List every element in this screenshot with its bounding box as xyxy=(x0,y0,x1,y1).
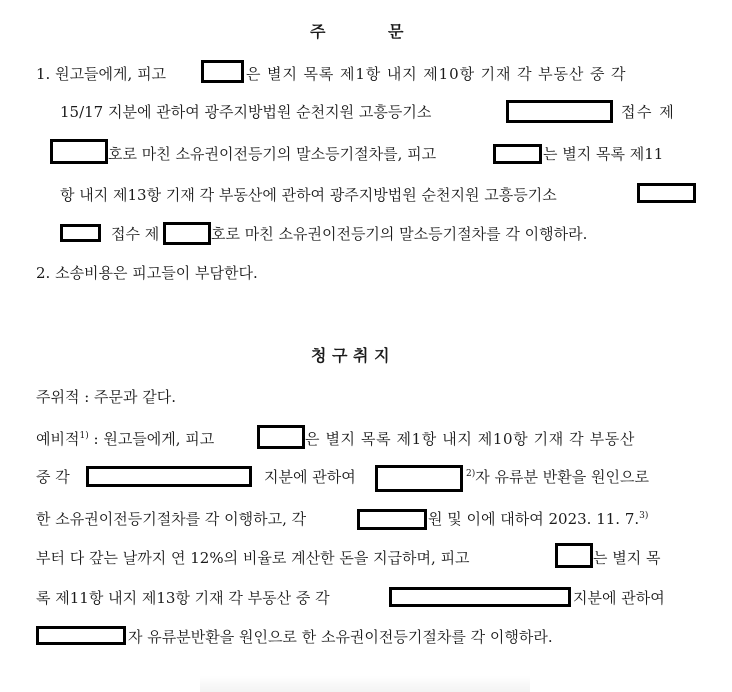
order-item-2: 2. 소송비용은 피고들이 부담한다. xyxy=(36,264,258,282)
claim-heading: 청 구 취 지 xyxy=(311,346,390,365)
redaction-box xyxy=(201,60,244,83)
claim-alt-text-1c: 은 별지 목록 제1항 내지 제10항 기재 각 부동산 xyxy=(305,430,635,448)
claim-alt-line-1 xyxy=(36,428,214,449)
redaction-box xyxy=(555,543,593,568)
order-heading-right: 문 xyxy=(388,22,404,41)
redaction-box xyxy=(257,425,305,449)
claim-alt-line-2b: 지분에 관하여 xyxy=(264,468,356,486)
claim-alt-line-2a: 중 각 xyxy=(36,468,70,486)
claim-alt-line-4b: 는 별지 목 xyxy=(593,549,661,567)
footnote-ref-2: 2) xyxy=(466,469,476,479)
redaction-box xyxy=(637,183,696,203)
claim-alt-text-3b: 원 및 이에 대하여 2023. 11. 7. xyxy=(428,510,640,528)
redaction-box xyxy=(493,144,542,164)
claim-alt-label: 예비적 xyxy=(36,430,80,448)
claim-alt-line-4a: 부터 다 갚는 날까지 연 12%의 비율로 계산한 돈을 지급하며, 피고 xyxy=(36,549,470,567)
order-line-1a: 1. 원고들에게, 피고 xyxy=(36,65,167,83)
order-line-4: 항 내지 제13항 기재 각 부동산에 관하여 광주지방법원 순천지원 고흥등기소 xyxy=(60,186,557,204)
page-bottom-fade xyxy=(200,676,530,692)
order-line-5b: 호로 마친 소유권이전등기의 말소등기절차를 각 이행하라. xyxy=(211,225,588,243)
redaction-box xyxy=(389,587,571,607)
order-line-1b: 은 별지 목록 제1항 내지 제10항 기재 각 부동산 중 각 xyxy=(246,65,627,83)
order-line-3a: 호로 마친 소유권이전등기의 말소등기절차를, 피고 xyxy=(108,145,437,163)
claim-alt-line-3a: 한 소유권이전등기절차를 각 이행하고, 각 xyxy=(36,510,307,528)
order-line-5a: 접수 제 xyxy=(111,225,160,243)
redaction-box xyxy=(60,224,101,242)
redaction-box xyxy=(506,100,613,123)
order-line-2b: 접수 제 xyxy=(621,103,676,121)
redaction-box xyxy=(357,509,427,530)
redaction-box xyxy=(50,139,108,164)
claim-alt-line-6: 자 유류분반환을 원인으로 한 소유권이전등기절차를 각 이행하라. xyxy=(128,628,553,646)
redaction-box xyxy=(36,626,126,645)
footnote-ref-3: 3) xyxy=(639,511,649,521)
claim-alt-line-2c xyxy=(466,466,649,487)
order-line-3b: 는 별지 목록 제11 xyxy=(543,145,664,163)
footnote-ref-1: 1) xyxy=(79,431,89,441)
redaction-box xyxy=(163,222,211,245)
claim-alt-text-2c: 자 유류분 반환을 원인으로 xyxy=(475,468,649,486)
claim-alt-line-5a: 록 제11항 내지 제13항 기재 각 부동산 중 각 xyxy=(36,589,330,607)
order-heading-left: 주 xyxy=(310,22,326,41)
claim-alt-line-5b: 지분에 관하여 xyxy=(573,589,665,607)
claim-alt-line-3b xyxy=(428,508,648,529)
order-line-2a: 15/17 지분에 관하여 광주지방법원 순천지원 고흥등기소 xyxy=(60,103,432,121)
redaction-box xyxy=(86,466,252,487)
claim-primary: 주위적 : 주문과 같다. xyxy=(36,388,177,406)
redaction-box xyxy=(375,465,463,492)
claim-alt-text-1b: : 원고들에게, 피고 xyxy=(88,430,215,448)
